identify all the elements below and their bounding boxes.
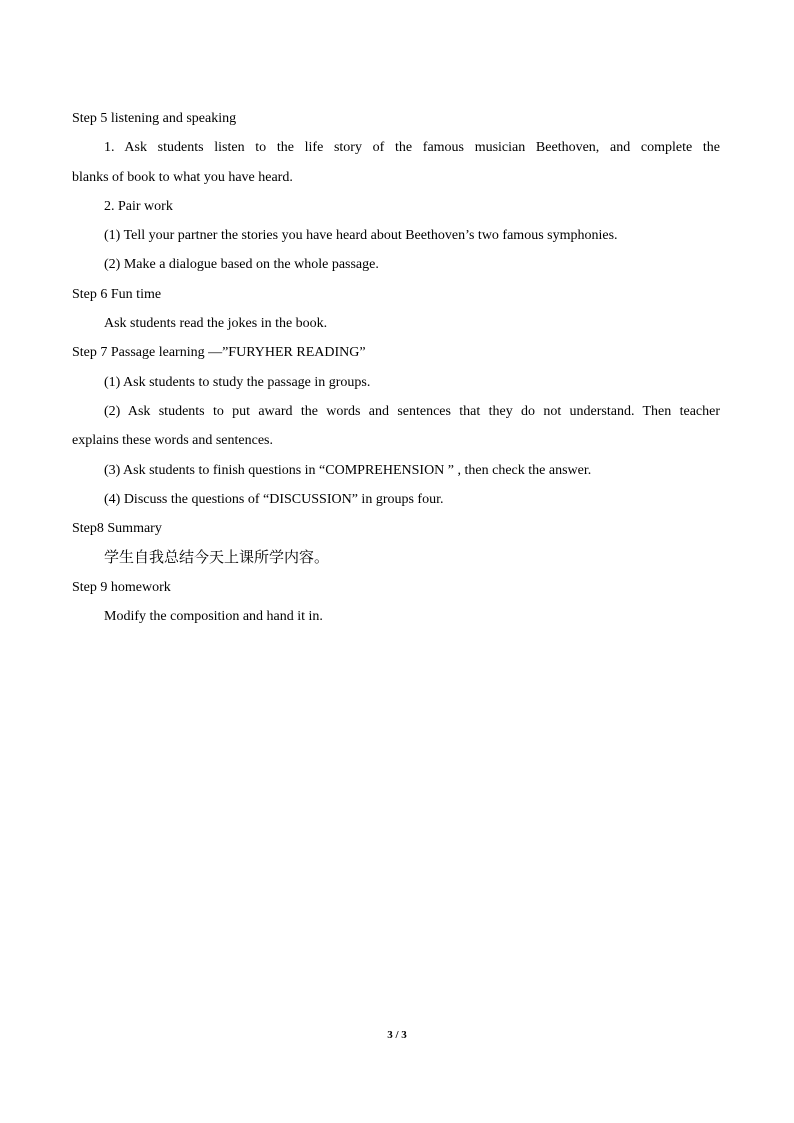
page-number: 3 / 3 [387,1029,407,1041]
step-8-heading: Step8 Summary [72,521,162,537]
step-5-item-2-sub-2: (2) Make a dialogue based on the whole passage. [104,257,379,273]
step-9-item: Modify the composition and hand it in. [104,609,323,625]
step-7-item-4: (4) Discuss the questions of “DISCUSSION” in groups four. [104,491,444,507]
step-5-heading: Step 5 listening and speaking [72,111,237,126]
step-5-item-2: 2. Pair work [104,198,173,214]
step-6-item: Ask students read the jokes in the book. [104,316,328,332]
step-7-heading: Step 7 Passage learning —”FURYHER READING” [72,345,366,361]
step-5-item-1-line-1: 1. Ask students listen to the life story of the famous musician Beethoven, and complete the [104,140,720,156]
step-5-item-2-sub-1: (1) Tell your partner the stories you have heard about Beethoven’s two famous symphonies. [104,228,618,244]
step-7-item-2-line-2: explains these words and sentences. [72,433,273,449]
step-7-item-1: (1) Ask students to study the passage in groups. [104,374,371,390]
step-9-heading: Step 9 homework [72,579,171,595]
step-7-item-2-line-1: (2) Ask students to put award the words and sentences that they do not understand. Then teacher [104,403,720,419]
step-7-item-3: (3) Ask students to finish questions in “COMPREHENSION ” , then check the answer. [104,462,592,478]
step-5-item-1-line-2: blanks of book to what you have heard. [72,169,293,185]
step-8-item: 学生自我总结今天上课所学内容。 [104,548,330,567]
step-6-heading: Step 6 Fun time [72,286,162,302]
document-body [72,104,720,631]
